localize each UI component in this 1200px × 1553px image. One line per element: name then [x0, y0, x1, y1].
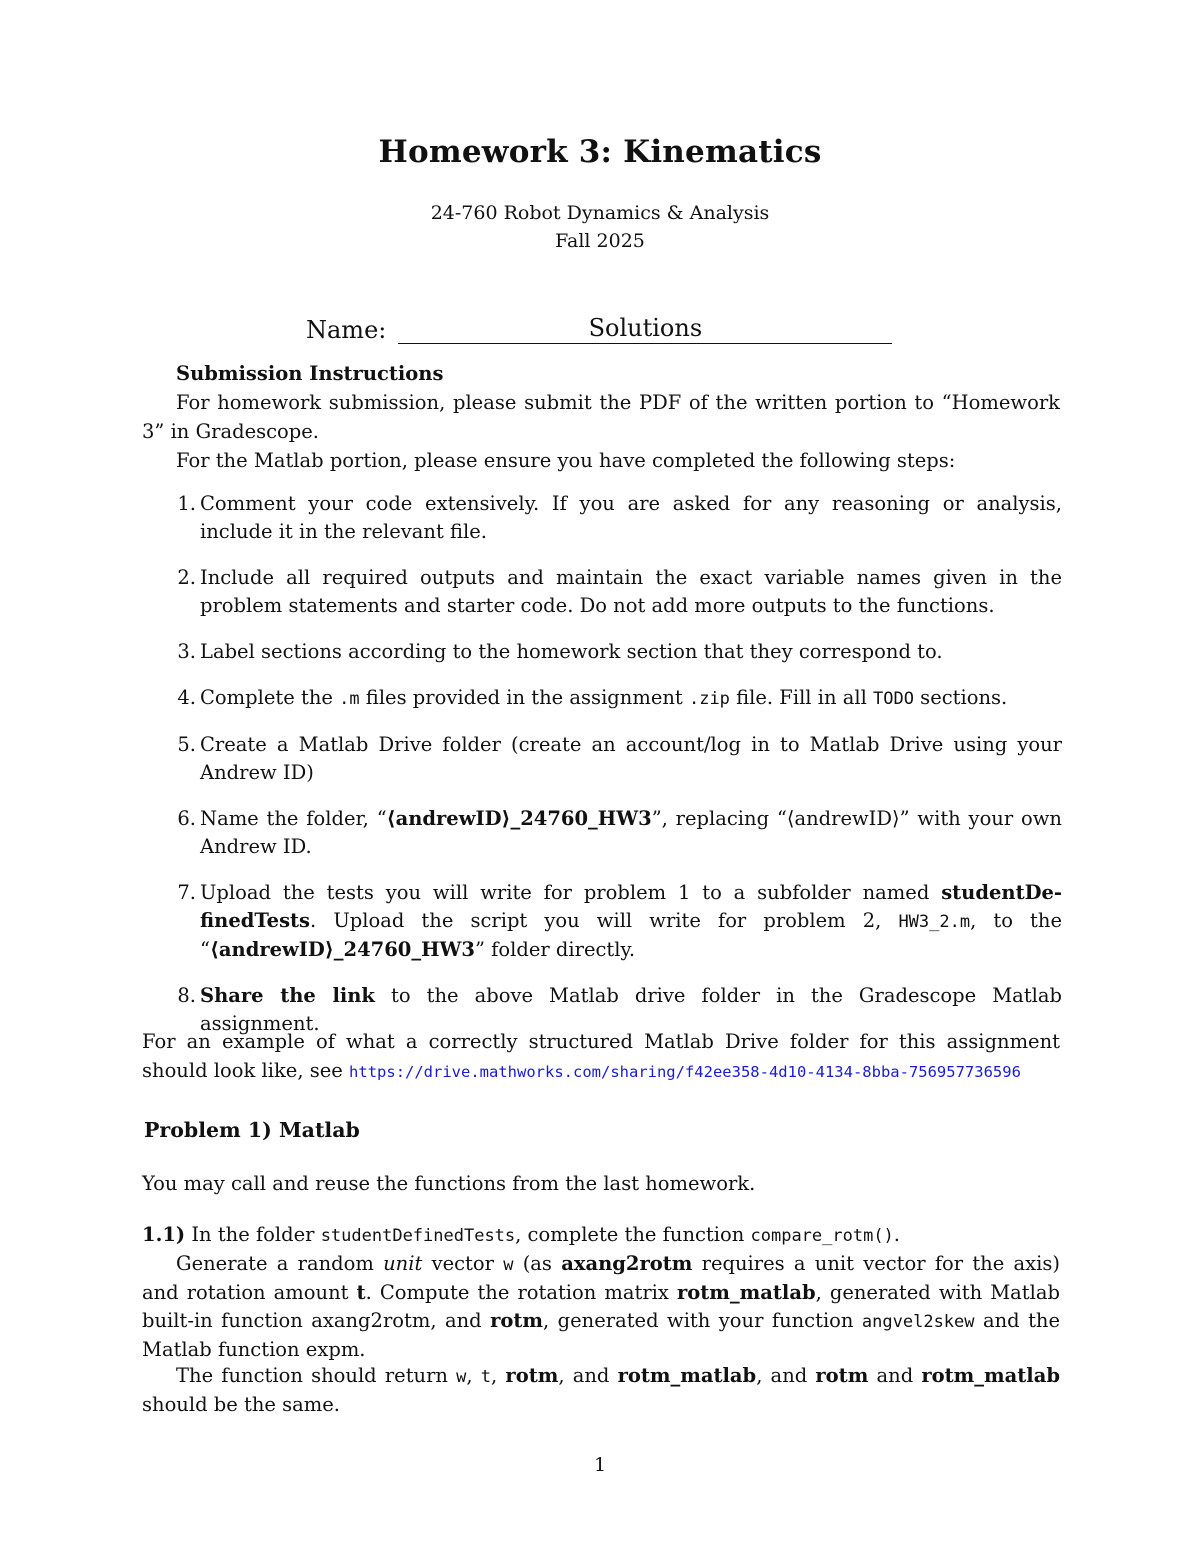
subproblem-1-1: 1.1) In the folder studentDefinedTests, complete the function compare_rotm(). — [142, 1223, 900, 1246]
subproblem-1-1-returns: The function should return w, t, rotm, and rotm_matlab, and rotm and rotm_matlab should be the same. — [142, 1364, 1060, 1416]
example-paragraph: For an example of what a correctly structured Matlab Drive folder for this assignment should look like, see https://drive.mathworks.com/sharing/f42ee358-4d10-4134-8bba-756957736596 — [142, 1030, 1060, 1082]
steps-list — [144, 490, 1062, 1056]
subproblem-1-1-description: Generate a random unit vector w (as axang2rotm requires a unit vector for the axis) and rotation amount t. Compute the rotation matrix rotm_matlab, generated with Matlab built-in function axang2rotm, and rotm, generated with your function angvel2skew and the Matlab function expm. — [142, 1252, 1060, 1361]
course-name: 24-760 Robot Dynamics & Analysis — [430, 202, 770, 224]
matlab-intro: For the Matlab portion, please ensure you have completed the following steps: — [176, 449, 956, 472]
example-link[interactable]: https://drive.mathworks.com/sharing/f42ee358-4d10-4134-8bba-756957736596 — [349, 1063, 1021, 1081]
term: Fall 2025 — [555, 230, 645, 252]
submission-intro: For homework submission, please submit the PDF of the written portion to “Homework 3” in Gradescope. — [142, 391, 1060, 443]
list-item: 5. Create a Matlab Drive folder (create an account/log in to Matlab Drive using your Andrew ID) — [177, 733, 1062, 784]
list-item: 8. Share the link to the above Matlab drive folder in the Gradescope Matlab assignment. — [177, 984, 1062, 1035]
problem-1-intro: You may call and reuse the functions from the last homework. — [142, 1172, 756, 1195]
name-field — [306, 308, 892, 344]
name-label: Name: — [306, 316, 387, 344]
page-number: 1 — [593, 1454, 607, 1476]
list-item: 1. Comment your code extensively. If you are asked for any reasoning or analysis, include it in the relevant file. — [177, 492, 1062, 543]
document-title: Homework 3: Kinematics — [378, 134, 822, 170]
submission-heading: Submission Instructions — [176, 362, 444, 385]
list-item: 4. Complete the .m files provided in the assignment .zip file. Fill in all TODO sections. — [177, 686, 1008, 709]
list-item: 7. Upload the tests you will write for problem 1 to a subfolder named studentDe-finedTests. Upload the script you will write for problem 2, HW3_2.m, to the “⟨andrewID⟩_24760_HW3” folder directly. — [177, 881, 1062, 961]
list-item: 6. Name the folder, “⟨andrewID⟩_24760_HW3”, replacing “⟨andrewID⟩” with your own Andrew ID. — [177, 807, 1062, 858]
problem-1-heading: Problem 1) Matlab — [144, 1118, 360, 1142]
list-item: 3. Label sections according to the homework section that they correspond to. — [177, 640, 943, 663]
name-value: Solutions — [398, 314, 892, 344]
list-item: 2. Include all required outputs and maintain the exact variable names given in the problem statements and starter code. Do not add more outputs to the functions. — [177, 566, 1062, 617]
